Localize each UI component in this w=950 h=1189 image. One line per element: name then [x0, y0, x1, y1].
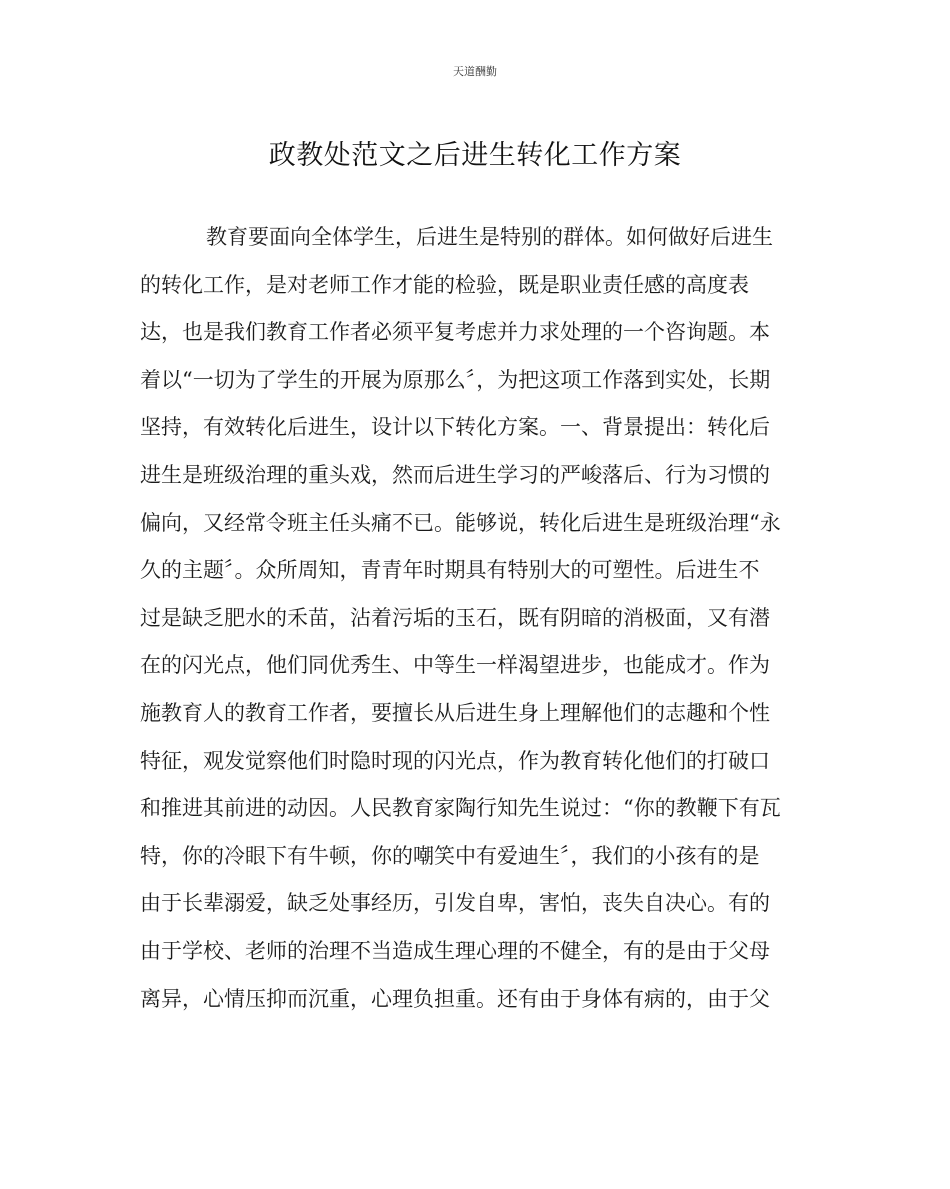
body-line: 特征，观发觉察他们时隐时现的闪光点，作为教育转化他们的打破口	[140, 748, 770, 773]
body-line: 着以“一切为了学生的开展为原那么〞，为把这项工作落到实处，长期	[140, 367, 771, 392]
document-title: 政教处范文之后进生转化工作方案	[268, 140, 682, 171]
page-header: 天道酬勤	[453, 65, 497, 78]
body-line: 由于学校、老师的治理不当造成生理心理的不健全，有的是由于父母	[140, 938, 770, 963]
body-line: 的转化工作，是对老师工作才能的检验，既是职业责任感的高度表	[140, 272, 749, 297]
body-line: 过是缺乏肥水的禾苗，沾着污垢的玉石，既有阴暗的消极面，又有潜	[140, 605, 770, 630]
body-line: 由于长辈溺爱，缺乏处事经历，引发自卑，害怕，丧失自决心。有的	[140, 891, 770, 916]
body-line: 久的主题〞。众所周知，青青年时期具有特别大的可塑性。后进生不	[140, 558, 760, 583]
body-line: 进生是班级治理的重头戏，然而后进生学习的严峻落后、行为习惯的	[140, 462, 770, 487]
body-line: 特，你的冷眼下有牛顿，你的嘲笑中有爱迪生〞，我们的小孩有的是	[140, 843, 760, 868]
body-line: 在的闪光点，他们同优秀生、中等生一样渴望进步，也能成才。作为	[140, 653, 770, 678]
body-line: 和推进其前进的动因。人民教育家陶行知先生说过：“你的教鞭下有瓦	[140, 796, 781, 821]
body-line: 偏向，又经常令班主任头痛不已。能够说，转化后进生是班级治理“永	[140, 510, 781, 535]
body-line: 离异，心情压抑而沉重，心理负担重。还有由于身体有病的，由于父	[140, 986, 770, 1011]
body-line: 达，也是我们教育工作者必须平复考虑并力求处理的一个咨询题。本	[140, 320, 770, 345]
body-line: 坚持，有效转化后进生，设计以下转化方案。一、背景提出：转化后	[140, 415, 770, 440]
body-text	[140, 220, 815, 1029]
body-line: 施教育人的教育工作者，要擅长从后进生身上理解他们的志趣和个性	[140, 700, 770, 725]
body-line: 教育要面向全体学生，后进生是特别的群体。如何做好后进生	[206, 225, 773, 249]
